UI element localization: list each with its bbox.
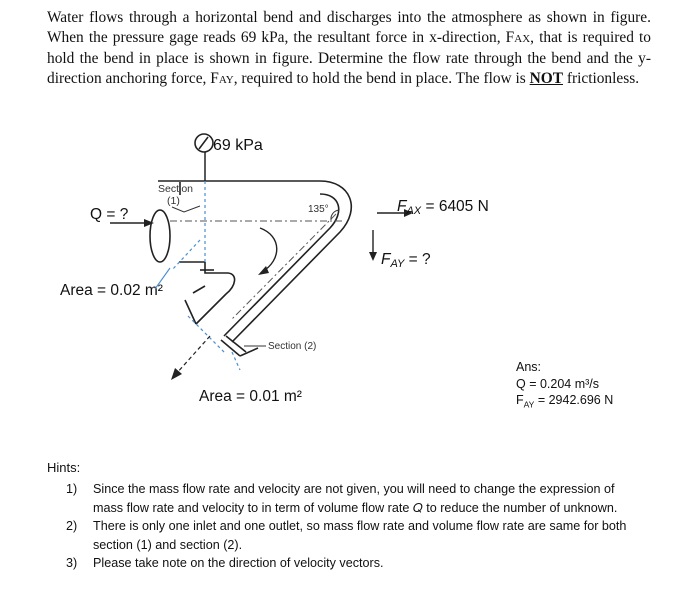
section1-label-line2: (1)	[167, 195, 180, 207]
flow-turn-arrow	[260, 228, 277, 272]
fay-arrow-head	[369, 252, 377, 261]
hint-number: 1)	[66, 482, 78, 496]
section2-label: Section (2)	[268, 341, 317, 352]
hint-item	[66, 517, 640, 554]
fax-value: = 6405 N	[421, 198, 489, 215]
problem-text-2: , that is required to hold the bend in place is shown in figure. Determine the flow rate through the bend and the y-direction anchoring force, F	[47, 28, 651, 87]
answer-heading: Ans:	[516, 360, 542, 374]
pressure-gauge	[195, 134, 213, 181]
section-guides	[172, 181, 240, 370]
fay-letter: F	[381, 251, 391, 268]
not-emphasis: NOT	[529, 69, 563, 87]
hint-item	[66, 480, 640, 517]
section1-label-line1: Section	[158, 183, 194, 195]
problem-text-1: Water flows through a horizontal bend and discharges into the atmosphere as shown in figure. When the pressure gage reads 69 kPa, the resultant force in x-direction, F	[47, 9, 651, 46]
problem-text-3: , required to hold the bend in place. The flow is	[233, 69, 530, 87]
answer-block	[516, 359, 613, 413]
gauge-label: 69 kPa	[213, 137, 263, 154]
hint-text: Please take note on the direction of velocity vectors.	[93, 556, 384, 570]
hint-text: Since the mass flow rate and velocity are not given, you will need to change the expression of mass flow rate and velocity to in term of volume flow rate 𝑄 to reduce the number of unknown.	[93, 482, 618, 515]
problem-text-4: frictionless.	[562, 69, 640, 87]
hints-title: Hints:	[47, 460, 81, 475]
hint-item	[66, 554, 640, 573]
fay-subscript: AY	[218, 73, 234, 86]
answer-q: Q = 0.204 m³/s	[516, 376, 600, 391]
fax-subscript: AX	[514, 32, 531, 45]
hint-text: There is only one inlet and one outlet, so mass flow rate and volume flow rate are same for both section (1) and section (2).	[93, 519, 627, 552]
hint-number: 2)	[66, 519, 78, 533]
fay-label	[381, 251, 431, 270]
area2-label: Area = 0.01 m²	[199, 388, 302, 405]
bend-inner-wall	[185, 262, 235, 324]
area1-label: Area = 0.02 m²	[60, 282, 163, 299]
outflow-arrow-shaft	[176, 336, 210, 374]
fax-sub: AX	[406, 205, 422, 217]
angle-label: 135°	[308, 204, 329, 215]
fax-label	[397, 198, 489, 217]
inflow-label: Q = ?	[90, 206, 129, 223]
answer-fay-sub: AY	[523, 399, 535, 410]
bend-outer-wall	[224, 181, 351, 342]
hint-number: 3)	[66, 556, 78, 570]
answer-fay-letter: F	[516, 393, 524, 407]
answer-fay	[516, 392, 613, 413]
fay-value: = ?	[404, 251, 431, 268]
hints-list	[66, 480, 640, 573]
centerline-diagonal	[232, 214, 336, 319]
fay-sub: AY	[390, 258, 405, 270]
answer-fay-value: = 2942.696 N	[534, 393, 614, 407]
fax-letter: F	[397, 198, 407, 215]
